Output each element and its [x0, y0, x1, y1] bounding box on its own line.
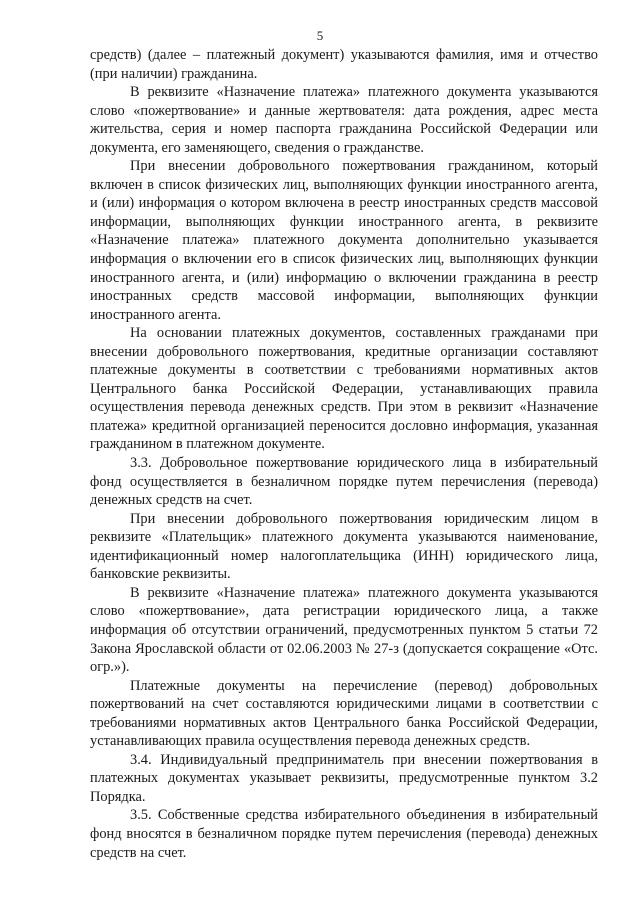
- paragraph-1: средств) (далее – платежный документ) указываются фамилия, имя и отчество (при наличии) гражданина.: [90, 47, 598, 82]
- paragraph-4: На основании платежных документов, составленных гражданами при внесении добровольного пожертвования, кредитные организации составляют платежные документы в соответствии с требованиями нормативных актов Центрального банка Российской Федерации, устанавливающих правила осуществления перевода денежных средств. При этом в реквизит «Назначение платежа» кредитной организацией переносится дословно информация, указанная гражданином в платежном документе.: [90, 325, 598, 453]
- paragraph-3: При внесении добровольного пожертвования гражданином, который включен в список физических лиц, выполняющих функции иностранного агента, и (или) информация о котором включена в реестр иностранных средств массовой информации, выполняющих функции иностранного агента, в реквизите «Назначение платежа» платежного документа дополнительно указывается информация о включении его в список физических лиц, выполняющих функции иностранного агента, и (или) информацию о включении гражданина в реестр иностранных средств массовой информации, выполняющих функции иностранного агента.: [90, 158, 598, 323]
- paragraph-5: 3.3. Добровольное пожертвование юридического лица в избирательный фонд осуществляется в безналичном порядке путем перечисления (перевода) денежных средств на счет.: [90, 455, 598, 509]
- page-number: 5: [316, 28, 324, 43]
- paragraph-8: Платежные документы на перечисление (перевод) добровольных пожертвований на счет составляются юридическими лицами в соответствии с требованиями нормативных актов Центрального банка Российской Федерации, устанавливающих правила осуществления перевода денежных средств.: [90, 677, 598, 750]
- paragraph-10: 3.5. Собственные средства избирательного объединения в избирательный фонд вносятся в безналичном порядке путем перечисления (перевода) денежных средств на счет.: [90, 807, 598, 861]
- paragraph-9: 3.4. Индивидуальный предприниматель при внесении пожертвования в платежных документах указывает реквизиты, предусмотренные пунктом 3.2 Порядка.: [90, 751, 598, 805]
- paragraph-6: При внесении добровольного пожертвования юридическим лицом в реквизите «Плательщик» платежного документа указываются наименование, идентификационный номер налогоплательщика (ИНН) юридического лица, банковские реквизиты.: [90, 510, 598, 583]
- paragraph-2: В реквизите «Назначение платежа» платежного документа указываются слово «пожертвование» и данные жертвователя: дата рождения, адрес места жительства, серия и номер паспорта гражданина Российской Федерации или документа, его заменяющего, сведения о гражданстве.: [90, 84, 598, 156]
- paragraph-7: В реквизите «Назначение платежа» платежного документа указываются слово «пожертвование», дата регистрации юридического лица, а также информация об отсутствии ограничений, предусмотренных пунктом 5 статьи 72 Закона Ярославской области от 02.06.2003 № 27-з (допускается сокращение «Отс. огр.»).: [90, 584, 598, 676]
- document-body: [90, 46, 598, 862]
